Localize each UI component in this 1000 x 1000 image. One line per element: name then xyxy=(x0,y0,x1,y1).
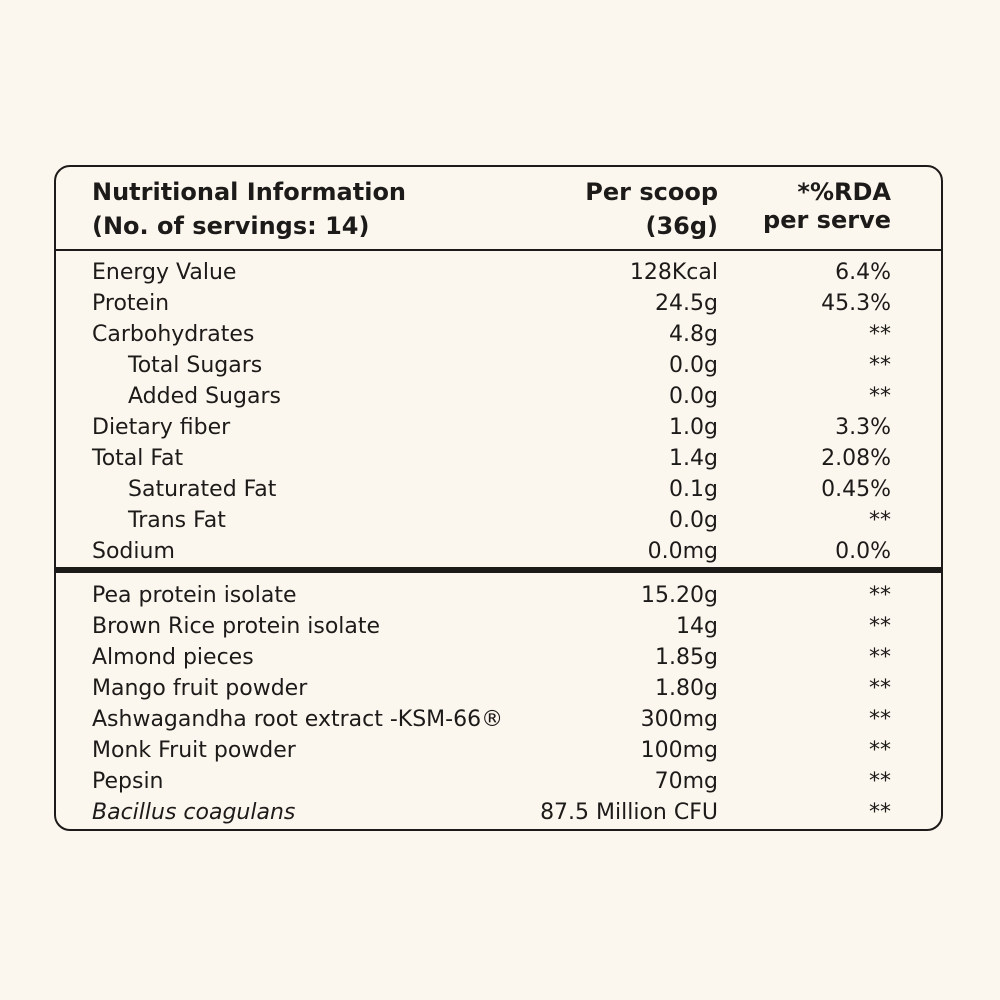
scoop-weight-heading: (36g) xyxy=(645,212,718,240)
nutrient-name: Added Sugars xyxy=(128,384,281,409)
table-row xyxy=(56,797,941,828)
nutrient-rda: ** xyxy=(869,508,891,533)
header-divider xyxy=(56,249,941,251)
ingredient-name: Monk Fruit powder xyxy=(92,738,296,763)
ingredient-value: 70mg xyxy=(654,769,718,794)
ingredient-rda: ** xyxy=(869,769,891,794)
table-row xyxy=(56,381,941,412)
table-row xyxy=(56,474,941,505)
ingredient-name: Bacillus coagulans xyxy=(92,800,296,825)
nutrient-value: 0.0g xyxy=(669,508,718,533)
nutrient-value: 128Kcal xyxy=(629,260,718,285)
nutrient-rda: 6.4% xyxy=(835,260,891,285)
nutrient-rda: 3.3% xyxy=(835,415,891,440)
ingredient-rda: ** xyxy=(869,676,891,701)
per-scoop-heading: Per scoop xyxy=(585,178,718,206)
table-row xyxy=(56,704,941,735)
table-row xyxy=(56,673,941,704)
ingredient-value: 87.5 Million CFU xyxy=(540,800,718,825)
ingredient-value: 1.80g xyxy=(655,676,718,701)
ingredient-value: 14g xyxy=(676,614,718,639)
table-title: Nutritional Information xyxy=(92,178,407,206)
servings-note: (No. of servings: 14) xyxy=(92,212,370,240)
nutrient-name: Total Fat xyxy=(92,446,184,471)
nutrient-value: 24.5g xyxy=(655,291,718,316)
table-row xyxy=(56,319,941,350)
table-row xyxy=(56,766,941,797)
ingredient-name: Mango fruit powder xyxy=(92,676,308,701)
ingredient-value: 15.20g xyxy=(641,583,718,608)
table-row xyxy=(56,350,941,381)
nutrient-value: 1.0g xyxy=(669,415,718,440)
nutrient-value: 4.8g xyxy=(669,322,718,347)
nutrient-rda: ** xyxy=(869,322,891,347)
nutrient-name: Energy Value xyxy=(92,260,237,285)
nutrient-name: Saturated Fat xyxy=(128,477,277,502)
table-row xyxy=(56,412,941,443)
table-row xyxy=(56,288,941,319)
nutrient-rda: 2.08% xyxy=(821,446,891,471)
nutrient-name: Sodium xyxy=(92,539,175,564)
ingredient-rda: ** xyxy=(869,614,891,639)
table-row xyxy=(56,257,941,288)
nutrient-name: Carbohydrates xyxy=(92,322,255,347)
ingredient-value: 100mg xyxy=(640,738,718,763)
table-row xyxy=(56,642,941,673)
ingredient-rda: ** xyxy=(869,800,891,825)
ingredient-rda: ** xyxy=(869,707,891,732)
nutrient-rda: ** xyxy=(869,353,891,378)
table-row xyxy=(56,443,941,474)
nutrient-rda: ** xyxy=(869,384,891,409)
section-divider xyxy=(56,567,941,573)
nutrient-name: Total Sugars xyxy=(128,353,263,378)
nutrient-value: 1.4g xyxy=(669,446,718,471)
ingredient-name: Pepsin xyxy=(92,769,164,794)
nutrient-name: Protein xyxy=(92,291,170,316)
nutrition-table xyxy=(54,165,943,831)
table-header xyxy=(56,167,941,250)
nutrient-name: Trans Fat xyxy=(128,508,226,533)
nutrient-rda: 45.3% xyxy=(821,291,891,316)
rda-heading: *%RDA xyxy=(797,178,891,206)
nutrient-name: Dietary fiber xyxy=(92,415,231,440)
per-serve-heading: per serve xyxy=(763,206,891,234)
table-row xyxy=(56,536,941,567)
ingredient-rda: ** xyxy=(869,738,891,763)
nutrient-rda: 0.0% xyxy=(835,539,891,564)
ingredient-value: 300mg xyxy=(640,707,718,732)
table-row xyxy=(56,611,941,642)
ingredient-name: Brown Rice protein isolate xyxy=(92,614,381,639)
ingredient-name: Almond pieces xyxy=(92,645,254,670)
nutrient-rda: 0.45% xyxy=(821,477,891,502)
ingredient-value: 1.85g xyxy=(655,645,718,670)
ingredient-name: Pea protein isolate xyxy=(92,583,297,608)
table-row xyxy=(56,580,941,611)
ingredient-rda: ** xyxy=(869,645,891,670)
nutrient-value: 0.0g xyxy=(669,353,718,378)
nutrient-value: 0.1g xyxy=(669,477,718,502)
table-row xyxy=(56,505,941,536)
nutrient-value: 0.0mg xyxy=(647,539,718,564)
ingredient-name: Ashwagandha root extract -KSM-66® xyxy=(92,707,504,732)
ingredient-rda: ** xyxy=(869,583,891,608)
table-row xyxy=(56,735,941,766)
nutrient-value: 0.0g xyxy=(669,384,718,409)
